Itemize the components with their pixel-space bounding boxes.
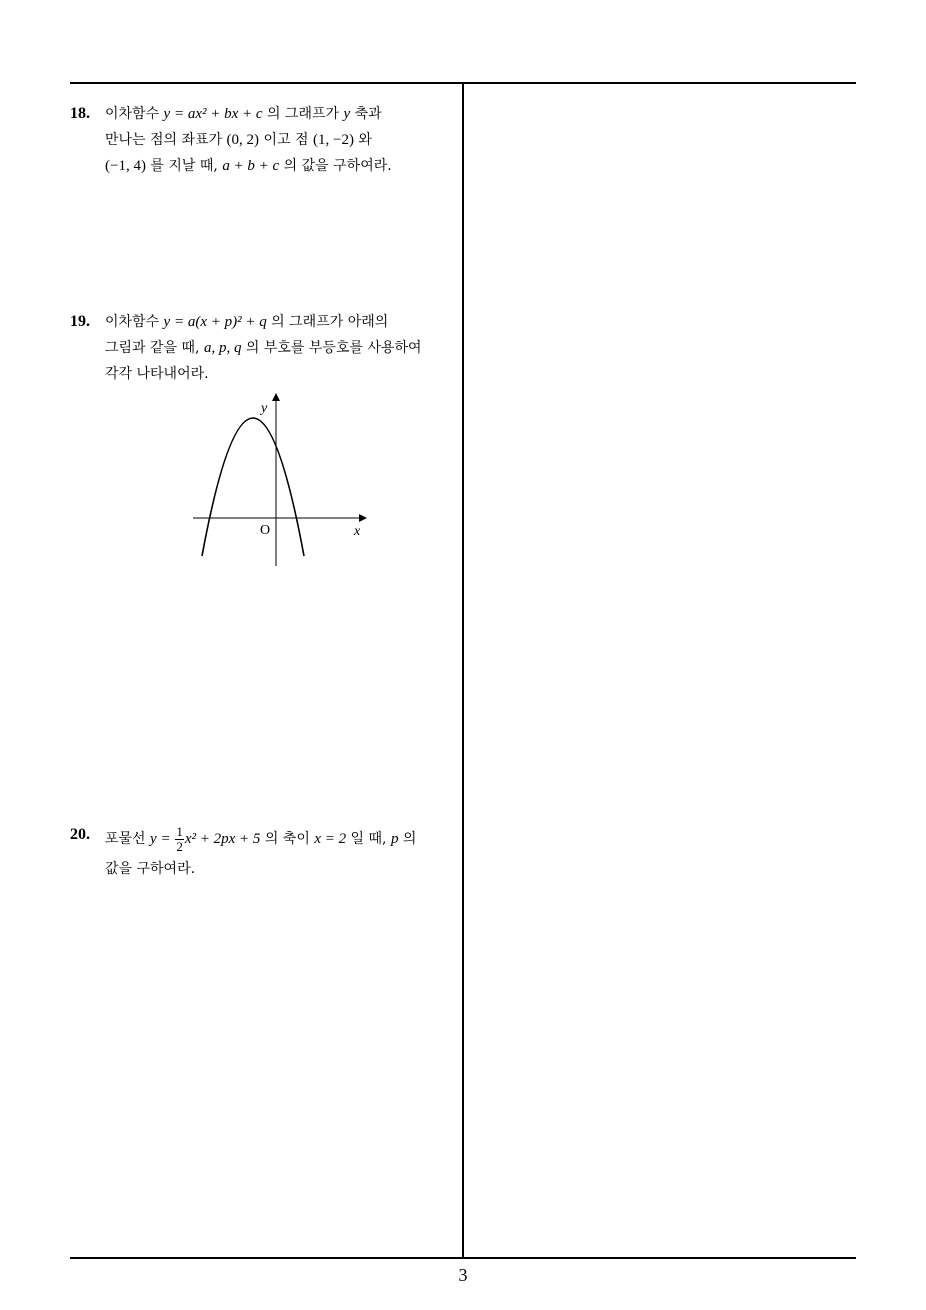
parabola-figure: [185, 390, 375, 575]
parabola-curve: [202, 418, 304, 556]
problem-line: 각각 나타내어라.: [105, 366, 209, 382]
problem-text: [105, 309, 460, 387]
problem-line: 이차함수 y = a(x + p)² + q 의 그래프가 아래의: [105, 314, 389, 330]
problem-text: [105, 822, 460, 882]
page-number: 3: [458, 1265, 468, 1285]
x-axis-label: x: [354, 524, 361, 539]
problem-line: 값을 구하여라.: [105, 861, 196, 877]
problem-line: 포물선 y = $\frac{1}{2}$ x² + 2px + 5 의 축이 x = 2 일 때, p 의: [105, 823, 417, 854]
problem-line: 그림과 같을 때, a, p, q 의 부호를 부등호를 사용하여: [105, 340, 422, 356]
origin-label: O: [260, 523, 271, 538]
problem-number: 20.: [70, 826, 90, 843]
problem-number: 19.: [70, 313, 90, 330]
problem-18: [70, 101, 460, 179]
column-divider: [462, 82, 464, 1259]
problem-number: 18.: [70, 105, 90, 122]
fraction-one-half: $\frac{1}{2}$: [176, 823, 183, 854]
problem-line: 만나는 점의 좌표가 (0, 2) 이고 점 (1, −2) 와: [105, 132, 372, 148]
problem-text: [105, 101, 460, 179]
problem-19: [70, 309, 460, 387]
y-axis-label: y: [261, 401, 268, 416]
problem-20: [70, 822, 460, 882]
problem-line: 이차함수 y = ax² + bx + c 의 그래프가 y 축과: [105, 106, 382, 122]
problem-line: (−1, 4) 를 지날 때, a + b + c 의 값을 구하여라.: [105, 158, 392, 174]
